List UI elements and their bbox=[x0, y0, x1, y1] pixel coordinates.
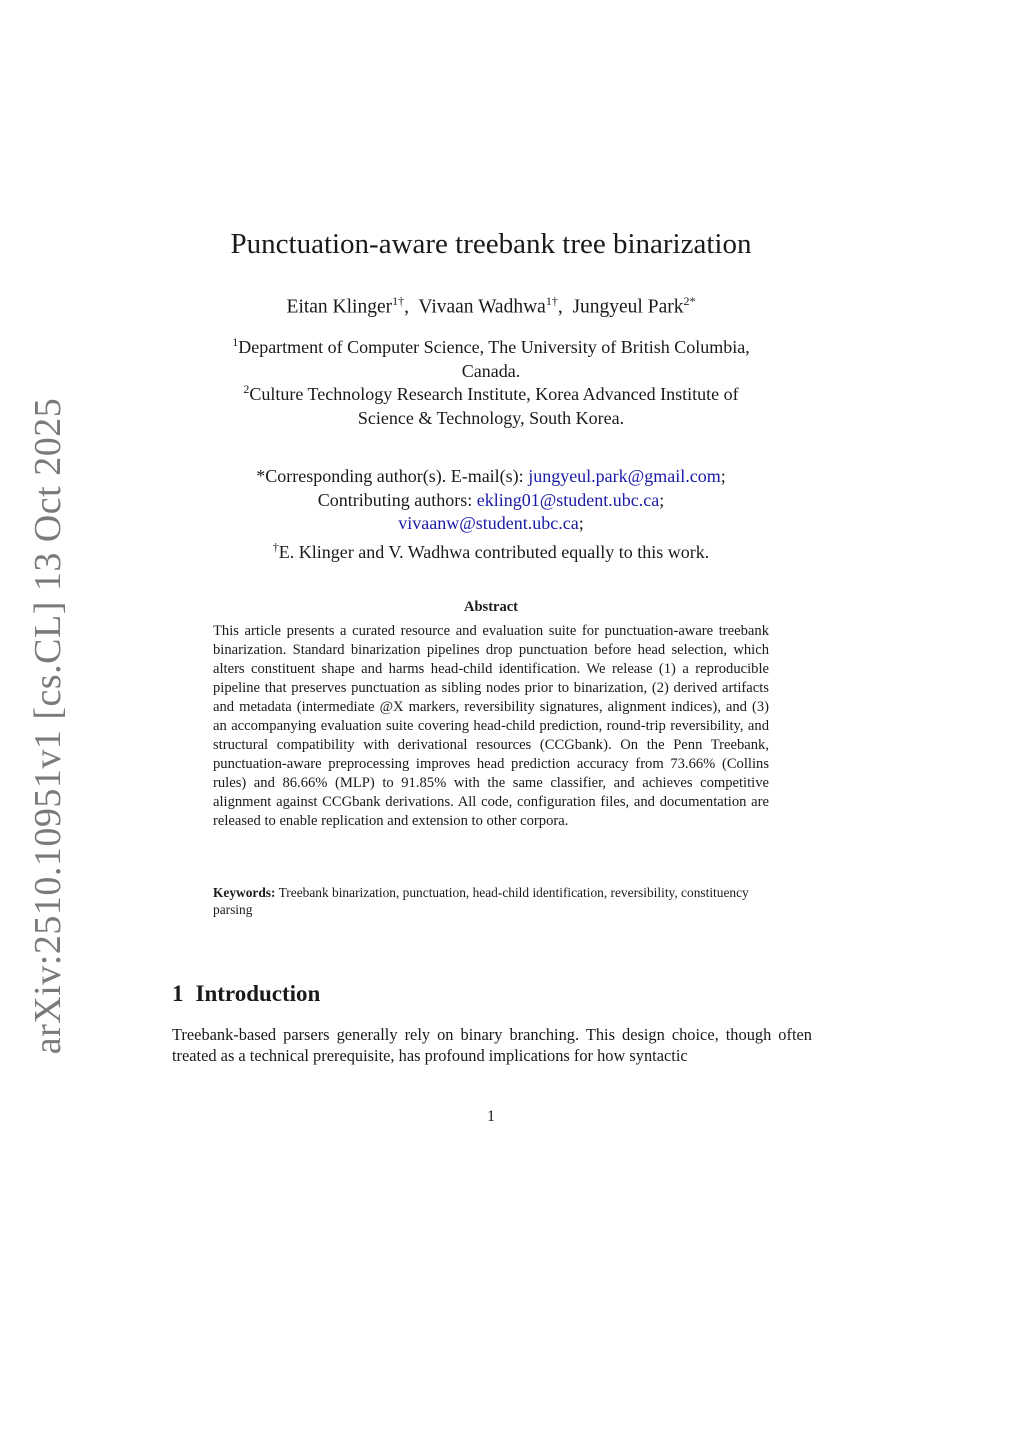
author-mark: 1† bbox=[392, 294, 405, 308]
affiliation-1 bbox=[0, 331, 982, 383]
section-number: 1 bbox=[172, 981, 184, 1006]
author-name: Jungyeul Park bbox=[572, 296, 684, 318]
affiliation-line: Canada. bbox=[461, 360, 521, 381]
author-name: Vivaan Wadhwa bbox=[418, 296, 546, 318]
paper-title: Punctuation-aware treebank tree binarization bbox=[230, 228, 752, 260]
corresponding-prefix: *Corresponding author(s). E-mail(s): bbox=[256, 466, 529, 486]
contributing-email-link-1[interactable]: ekling01@student.ubc.ca bbox=[476, 489, 660, 510]
affiliation-mark: 2 bbox=[243, 382, 250, 396]
equal-contribution-mark: † bbox=[272, 539, 279, 554]
abstract-text: This article presents a curated resource and evaluation suite for punctuation-aware treebank binarization. Standard binarization pipelines drop punctuation before head selection, which alters constituent shape and harms head-child identification. We release (1) a reproducible pipeline that preserves punctuation as sibling nodes prior to binarization, (2) derived artifacts and metadata (intermediate @X markers, reversibility signatures, alignment indices), and (3) an accompanying evaluation suite covering head-child prediction, round-trip reversibility, and structural compatibility with derivational resources (CCGbank). On the Penn Treebank, punctuation-aware preprocessing improves head prediction accuracy from 73.66% (Collins rules) and 86.66% (MLP) to 91.85% with the same classifier, and achieves competitive alignment against CCGbank derivations. All code, configuration files, and documentation are released to enable replication and extension to other corpora. bbox=[213, 623, 769, 829]
contributing-email-link-2[interactable]: vivaanw@student.ubc.ca bbox=[398, 513, 579, 533]
corresponding-email-link[interactable]: jungyeul.park@gmail.com bbox=[528, 466, 721, 486]
page-number: 1 bbox=[487, 1108, 495, 1125]
affiliation-2 bbox=[0, 378, 982, 430]
keywords-label: Keywords: bbox=[213, 885, 276, 900]
affiliation-line: Culture Technology Research Institute, Korea Advanced Institute of bbox=[249, 384, 739, 404]
affiliation-line: Department of Computer Science, The University of British Columbia, bbox=[238, 337, 750, 357]
abstract-heading: Abstract bbox=[464, 599, 518, 615]
keywords bbox=[213, 884, 769, 918]
affiliation-line: Science & Technology, South Korea. bbox=[357, 407, 625, 428]
author-list: Eitan Klinger$^{1\dagger}$, Vivaan Wadhwa$^{1\dagger}$, Jungyeul Park$^{2*}$ bbox=[286, 294, 696, 318]
affiliation-mark: 1 bbox=[232, 335, 239, 349]
introduction-paragraph: Treebank-based parsers generally rely on binary branching. This design choice, though often treated as a technical prerequisite, has profound implications for how syntactic bbox=[172, 1025, 812, 1065]
keywords-text: Treebank binarization, punctuation, head-child identification, reversibility, constituency parsing bbox=[213, 885, 749, 917]
author-mark: 2* bbox=[683, 294, 696, 308]
contributing-prefix: Contributing authors: bbox=[317, 489, 477, 510]
arxiv-identifier-text: arXiv:2510.10951v1 [cs.CL] 13 Oct 2025 bbox=[27, 397, 69, 1055]
equal-contribution-note: E. Klinger and V. Wadhwa contributed equally to this work. bbox=[278, 541, 710, 562]
section-title: Introduction bbox=[195, 981, 321, 1006]
contact-block: *Corresponding author(s). E-mail(s): jungyeul.park@gmail.com; Contributing authors: ekling01@student.ubc.ca; vivaanw@student.ubc.ca; †E. Klinger and V. Wadhwa contributed equally to this work. bbox=[256, 466, 726, 562]
author-mark: 1† bbox=[545, 294, 558, 308]
section-heading-introduction bbox=[172, 981, 320, 1007]
author-name: Eitan Klinger bbox=[286, 296, 393, 318]
